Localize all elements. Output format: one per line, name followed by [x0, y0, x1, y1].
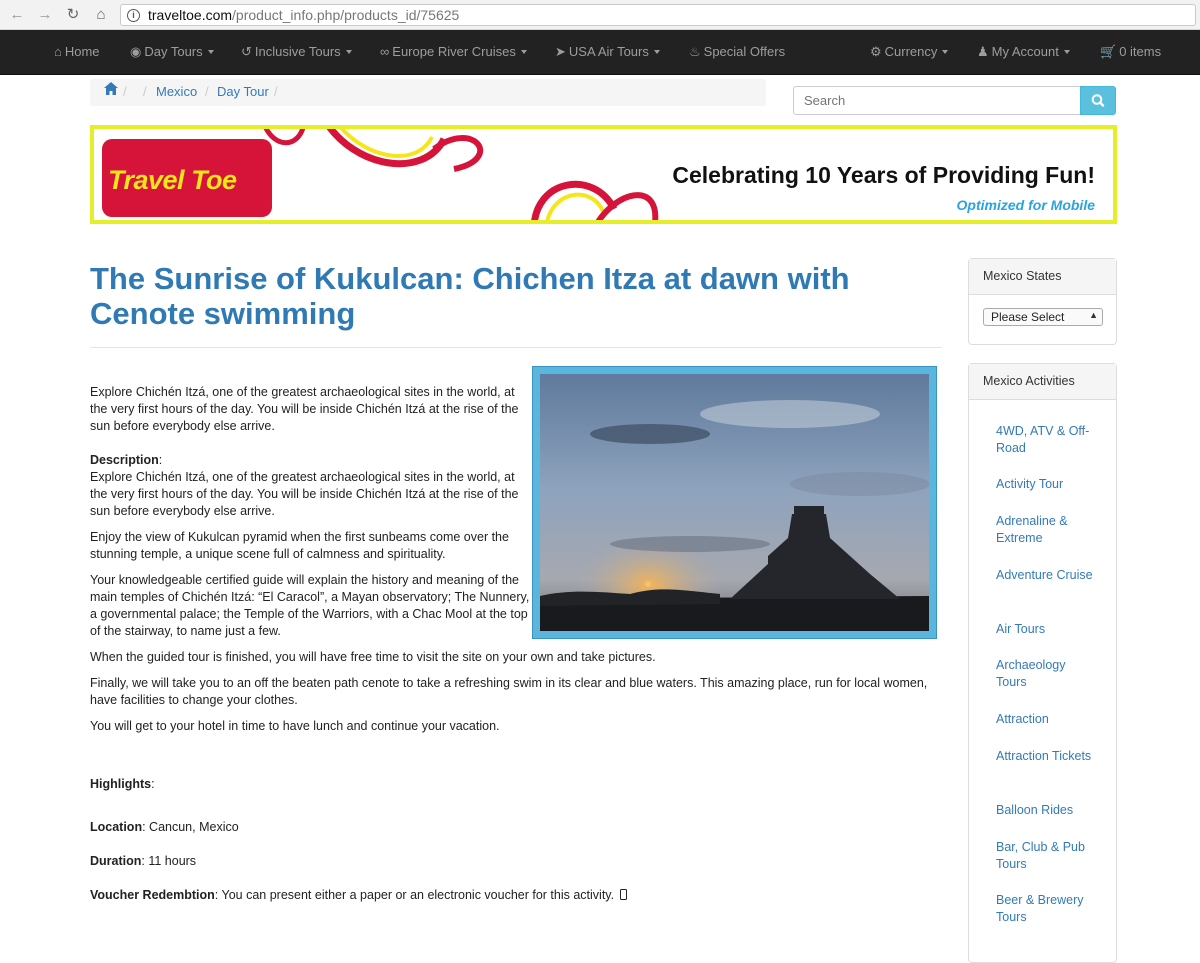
activity-beer-brewery[interactable]: Beer & Brewery Tours [996, 893, 1084, 924]
phone-icon [620, 889, 627, 900]
gear-icon: ⚙ [870, 44, 882, 59]
promo-banner[interactable] [90, 125, 1117, 224]
description-text: Explore Chichén Itzá, one of the greatest archaeological sites in the world, at the very first hours of the day. You will be inside Chichén Itzá at the rise of the sun before everybody else arrive. [90, 470, 519, 518]
product-intro: Explore Chichén Itzá, one of the greatest archaeological sites in the world, at the very first hours of the day. You will be inside Chichén Itzá at the rise of the sun before everybody else arrive. [90, 385, 519, 433]
search-button[interactable] [1080, 86, 1116, 115]
nav-europe-label: Europe River Cruises [392, 44, 516, 59]
breadcrumb-mexico[interactable]: Mexico [156, 84, 198, 99]
traveltoe-logo[interactable] [102, 139, 272, 217]
activity-archaeology[interactable]: Archaeology Tours [996, 658, 1066, 689]
nav-special-offers[interactable] [689, 44, 785, 60]
activity-4wd[interactable]: 4WD, ATV & Off-Road [996, 424, 1090, 455]
url-path: /product_info.php/products_id/75625 [232, 7, 460, 23]
caret-down-icon [1064, 50, 1070, 54]
nav-account-label: My Account [991, 44, 1059, 59]
nav-cart-label: 0 items [1119, 44, 1162, 59]
nav-home[interactable] [54, 44, 100, 59]
location-value: Cancun, Mexico [149, 820, 239, 834]
caret-down-icon [654, 50, 660, 54]
nav-usa-label: USA Air Tours [568, 44, 649, 59]
duration-label: Duration [90, 854, 142, 868]
description-label: Description [90, 453, 159, 467]
nav-my-account[interactable] [977, 44, 1070, 60]
duration-value: 11 hours [148, 854, 197, 868]
title-divider [90, 347, 942, 348]
duration-row: Duration: 11 hours [90, 854, 197, 868]
product-title: The Sunrise of Kukulcan: Chichen Itza at dawn with Cenote swimming [90, 261, 850, 331]
banner-subline: Optimized for Mobile [956, 197, 1095, 213]
breadcrumb-separator: / [205, 84, 209, 99]
nav-home-label: Home [64, 44, 100, 59]
location-label: Location [90, 820, 143, 834]
back-icon[interactable]: ← [9, 6, 25, 23]
location-row: Location: Cancun, Mexico [90, 820, 239, 834]
breadcrumb-separator: / [143, 84, 147, 99]
nav-inclusive-tours-label: Inclusive Tours [254, 44, 341, 59]
nav-inclusive-tours[interactable] [241, 44, 352, 60]
eye-icon: ◉ [130, 44, 142, 59]
paragraph-hotel: You will get to your hotel in time to have lunch and continue your vacation. [90, 719, 500, 733]
state-select-value: Please Select [991, 310, 1065, 324]
home-browser-icon[interactable]: ⌂ [96, 6, 106, 23]
nav-special-label: Special Offers [703, 44, 786, 59]
sunglasses-icon: ∞ [380, 44, 390, 59]
search-form [793, 86, 1117, 115]
url-host: traveltoe.com [148, 7, 233, 23]
home-icon: ⌂ [54, 44, 62, 59]
user-icon: ♟ [977, 44, 989, 59]
nav-currency-label: Currency [884, 44, 938, 59]
product-description: Explore Chichén Itzá, one of the greatest archaeological sites in the world, at the very first hours of the day. You will be inside Chichén Itzá at the rise of the sun before everybody else arrive. Description: Explore Chichén Itzá, one of the greatest archaeological sites in the world, at the very first hours of the day. You will be inside Chichén Itzá at the rise of the sun before everybody else arrive. Enjoy the view of Kukulcan pyramid when the first sunbeams come over the stunning temple, a unique scene full of calmness and spirituality. Your knowledgeable certified guide will explain the history and meaning of the main temples of Chichén Itzá: “El Caracol”, a Mayan observatory; The Nunnery, a governmental palace; the Temple of the Warriors, with a Chac Mool at the top of the stairway, to name just a few. When the guided tour is finished, you will have free time to visit the site on your own and take pictures. Finally, we will take you to an off the beaten path cenote to take a refreshing swim in its clear and blue waters. This amazing place, run for local women, have facilities to change your clothes. You will get to your hotel in time to have lunch and continue your vacation. [90, 384, 942, 744]
voucher-label: Voucher Redembtion [90, 888, 215, 902]
activity-activity-tour[interactable]: Activity Tour [996, 477, 1064, 491]
activity-adventure-cruise[interactable]: Adventure Cruise [996, 568, 1093, 582]
fire-icon: ♨ [689, 44, 701, 59]
activity-attraction-tickets[interactable]: Attraction Tickets [996, 749, 1092, 763]
forward-icon[interactable]: → [37, 6, 53, 23]
breadcrumb-home-icon[interactable] [104, 82, 118, 98]
voucher-value: You can present either a paper or an electronic voucher for this activity. [221, 888, 615, 902]
nav-day-tours[interactable] [130, 44, 214, 60]
voucher-row: Voucher Redembtion: You can present either a paper or an electronic voucher for this activity. [90, 888, 627, 902]
select-arrows-icon: ▲ [1089, 310, 1098, 320]
banner-tagline: Celebrating 10 Years of Providing Fun! [672, 162, 1095, 188]
activity-air-tours[interactable]: Air Tours [996, 622, 1046, 636]
paragraph-guide: Your knowledgeable certified guide will explain the history and meaning of the main temples of Chichén Itzá: “El Caracol”, a Mayan observatory; The Nunnery, a governmental palace; the Temple of the Warriors, with a Chac Mool at the top of the stairway, to name just a few. [90, 573, 530, 638]
breadcrumb-separator: / [123, 84, 127, 99]
info-icon[interactable]: i [127, 9, 140, 22]
mexico-activities-heading: Mexico Activities [969, 364, 1116, 400]
highlights-row: Highlights: [90, 777, 155, 791]
cart-icon: 🛒 [1100, 44, 1117, 59]
activity-attraction[interactable]: Attraction [996, 712, 1049, 726]
plane-icon: ➤ [555, 44, 566, 59]
search-input[interactable] [793, 86, 1081, 115]
address-bar[interactable] [120, 4, 1196, 26]
mexico-activities-panel [968, 363, 1117, 963]
caret-down-icon [942, 50, 948, 54]
activity-adrenaline[interactable]: Adrenaline & Extreme [996, 514, 1068, 545]
nav-day-tours-label: Day Tours [144, 44, 203, 59]
nav-cart[interactable] [1100, 44, 1161, 60]
search-icon [1081, 87, 1115, 114]
activity-bar-club-pub[interactable]: Bar, Club & Pub Tours [996, 840, 1085, 871]
nav-currency[interactable] [870, 44, 948, 60]
highlights-label: Highlights [90, 777, 152, 791]
retweet-icon: ↺ [241, 44, 252, 59]
breadcrumb [90, 79, 766, 106]
top-navbar [0, 30, 1200, 75]
nav-usa-air-tours[interactable] [555, 44, 660, 60]
nav-europe-river-cruises[interactable] [380, 44, 527, 59]
activity-balloon-rides[interactable]: Balloon Rides [996, 803, 1074, 817]
logo-text: Travel Toe [108, 165, 237, 195]
breadcrumb-day-tour[interactable]: Day Tour [217, 84, 269, 99]
caret-down-icon [346, 50, 352, 54]
mexico-states-panel [968, 258, 1117, 345]
breadcrumb-separator: / [274, 84, 278, 99]
mexico-states-heading: Mexico States [969, 259, 1116, 295]
caret-down-icon [521, 50, 527, 54]
state-select[interactable] [983, 308, 1103, 326]
paragraph-view: Enjoy the view of Kukulcan pyramid when the first sunbeams come over the stunning temple, a unique scene full of calmness and spirituality. [90, 530, 509, 561]
paragraph-free-time: When the guided tour is finished, you will have free time to visit the site on your own and take pictures. [90, 650, 656, 664]
browser-toolbar [0, 0, 1200, 30]
reload-icon[interactable]: ↻ [66, 6, 80, 23]
caret-down-icon [208, 50, 214, 54]
paragraph-cenote: Finally, we will take you to an off the beaten path cenote to take a refreshing swim in its clear and blue waters. This amazing place, run for local women, have facilities to change your clothes. [90, 676, 928, 707]
